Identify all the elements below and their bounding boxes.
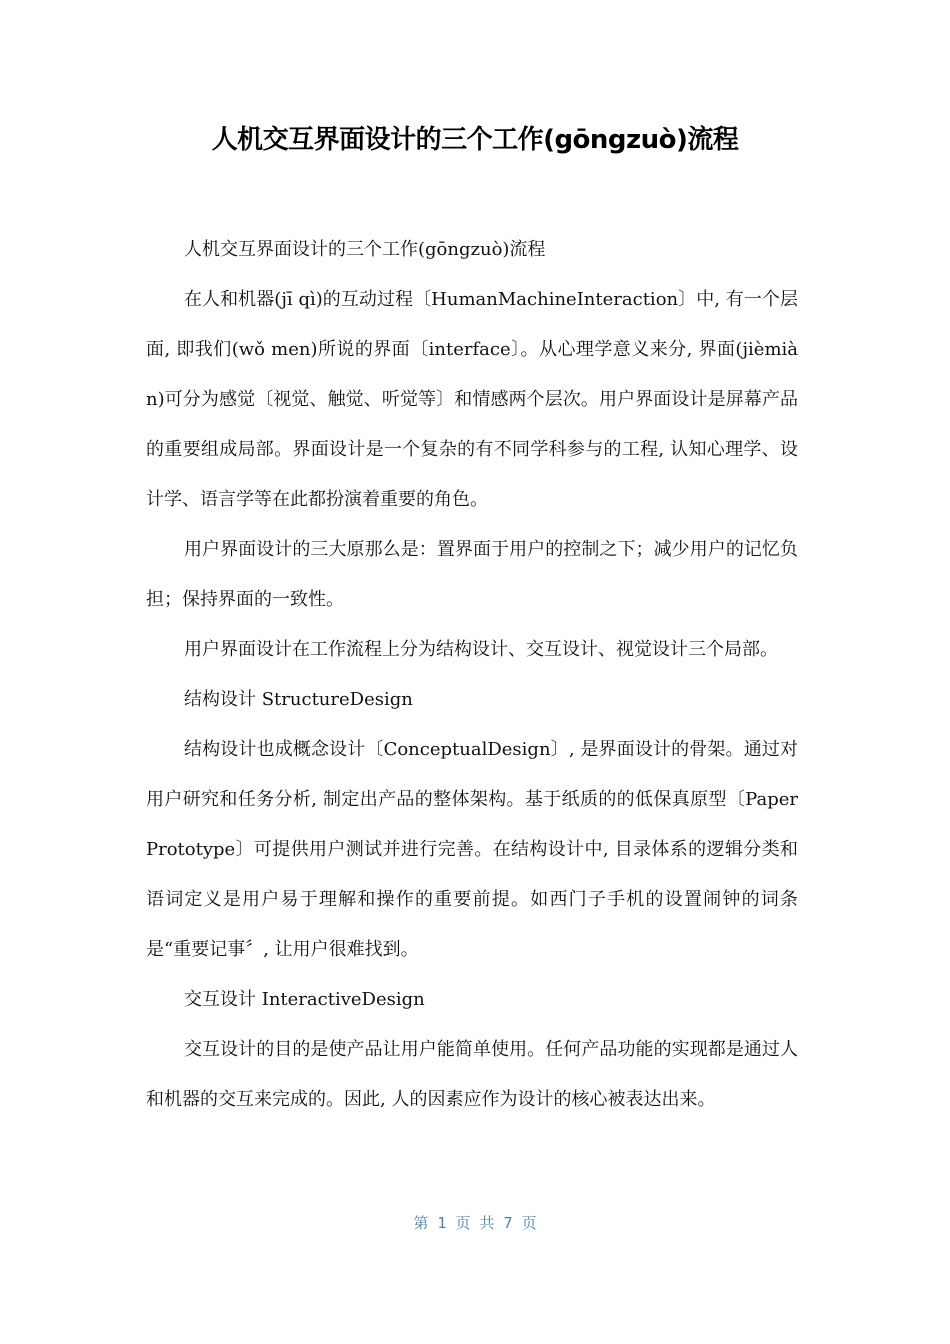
document-title: 人机交互界面设计的三个工作(gōngzuò)流程 [211,125,739,155]
paragraph-principles: 用户界面设计的三大原那么是：置界面于用户的控制之下；减少用户的记忆负担；保持界面的一致性。 [146,539,798,610]
paragraph-workflow: 用户界面设计在工作流程上分为结构设计、交互设计、视觉设计三个局部。 [184,639,778,660]
section-heading-interactive: 交互设计 InteractiveDesign [184,989,425,1010]
page-indicator: 第 1 页 共 7 页 [413,1214,537,1232]
paragraph-interactive-design: 交互设计的目的是使产品让用户能简单使用。任何产品功能的实现都是通过人和机器的交互来完成的。因此, 人的因素应作为设计的核心被表达出来。 [146,1039,798,1110]
paragraph-structure-design: 结构设计也成概念设计〔ConceptualDesign〕, 是界面设计的骨架。通过对用户研究和任务分析, 制定出产品的整体架构。基于纸质的的低保真原型〔PaperPrototype〕可提供用户测试并进行完善。在结构设计中, 目录体系的逻辑分类和语词定义是用户易于理解和操作的重要前提。如西门子手机的设置闹钟的词条是“重要记事〞, 让用户很难找到。 [146,739,798,960]
document-body [146,225,798,1125]
section-heading-structure: 结构设计 StructureDesign [184,689,413,710]
paragraph-subtitle: 人机交互界面设计的三个工作(gōngzuò)流程 [184,239,546,260]
paragraph-intro: 在人和机器(jī qì)的互动过程〔HumanMachineInteraction〕中, 有一个层面, 即我们(wǒ men)所说的界面〔interface〕。从心理学意义来分, 界面(jièmiàn)可分为感觉〔视觉、触觉、听觉等〕和情感两个层次。用户界面设计是屏幕产品的重要组成局部。界面设计是一个复杂的有不同学科参与的工程, 认知心理学、设计学、语言学等在此都扮演着重要的角色。 [146,289,798,510]
